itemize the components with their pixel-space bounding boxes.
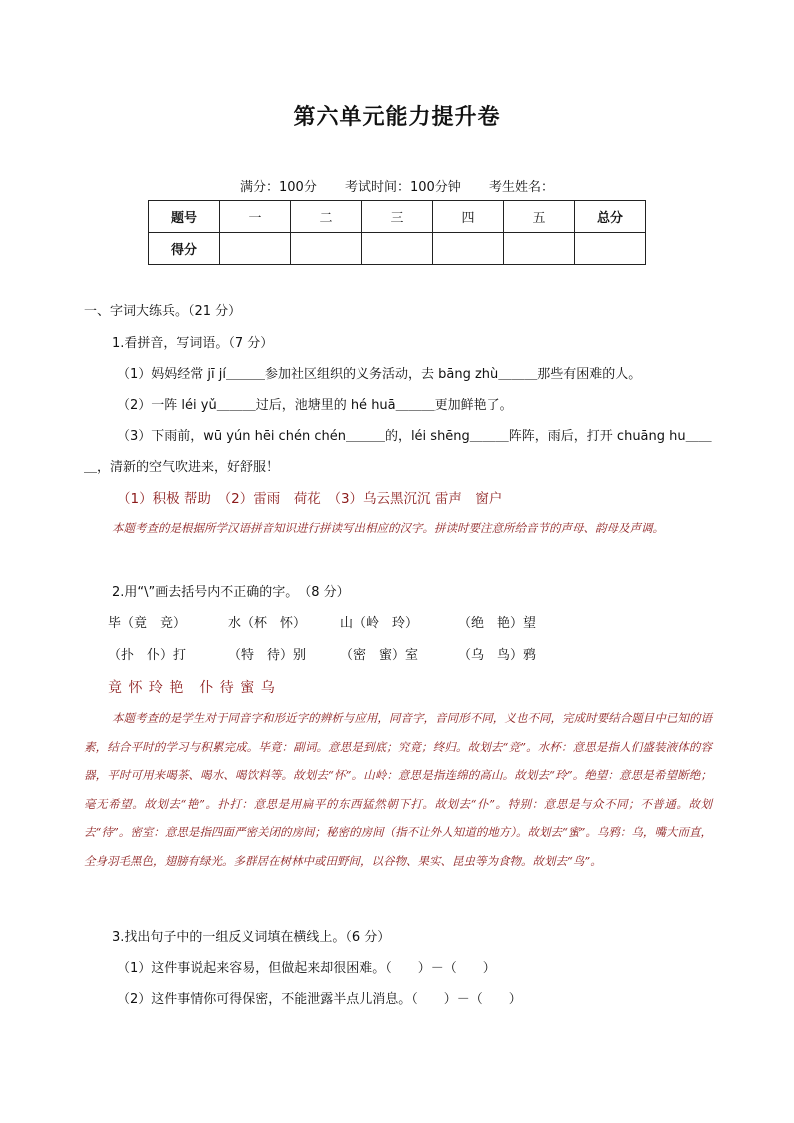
score-cell[interactable] bbox=[575, 233, 646, 265]
header-cell: 五 bbox=[504, 201, 575, 233]
choice-item[interactable]: 水（杯 怀） bbox=[228, 616, 307, 631]
header-cell: 总分 bbox=[575, 201, 646, 233]
header-cell: 四 bbox=[433, 201, 504, 233]
row-label: 得分 bbox=[149, 233, 220, 265]
choice-item[interactable]: （乌 鸟）鸦 bbox=[458, 648, 537, 663]
score-table-header bbox=[149, 201, 646, 233]
student-name-field[interactable]: 考生姓名： bbox=[488, 180, 554, 195]
choice-item[interactable]: （密 蜜）室 bbox=[340, 648, 419, 663]
question-line: （2）一阵 léi yǔ＿＿＿过后，池塘里的 hé huā＿＿＿更加鲜艳了。 bbox=[117, 398, 513, 413]
explanation-text: 本题考查的是根据所学汉语拼音知识进行拼读写出相应的汉字。拼读时要注意所给音节的声母、韵母及声调。 bbox=[112, 521, 664, 535]
question-title: 3.找出句子中的一组反义词填在横线上。（6 分） bbox=[112, 930, 391, 945]
question-line: （1）妈妈经常 jī jí＿＿＿参加社区组织的义务活动，去 bāng zhù＿＿＿那些有困难的人。 bbox=[117, 367, 642, 382]
page-title: 第六单元能力提升卷 bbox=[293, 104, 501, 130]
choice-item[interactable]: （绝 艳）望 bbox=[458, 616, 537, 631]
explanation-text: 本题考查的是学生对于同音字和形近字的辨析与应用，同音字，音同形不同，义也不同，完成时要结合题目中已知的语素，结合平时的学习与积累完成。毕竟：副词。意思是到底；究竟；终归。故划去“竞”。水杯：意思是指人们盛装液体的容器，平时可用来喝茶、喝水、喝饮料等。故划去“怀”。山岭：意思是指连绵的高山。故划去“玲”。绝望：意思是希望断绝；毫无希望。故划去“艳”。扑打：意思是用扁平的东西猛然朝下打。故划去“仆”。特别：意思是与众不同；不普通。故划去“待”。密室：意思是指四面严密关闭的房间；秘密的房间（指不让外人知道的地方）。故划去“蜜”。乌鸦：乌，嘴大而直，全身羽毛黑色，翅膀有绿光。多群居在树林中或田野间，以谷物、果实、昆虫等为食物。故划去“鸟”。 bbox=[84, 711, 712, 868]
choice-row bbox=[108, 647, 536, 665]
question-title: 2.用“\”画去括号内不正确的字。 （8 分） bbox=[112, 585, 350, 600]
exam-meta bbox=[0, 176, 794, 195]
header-cell: 题号 bbox=[149, 201, 220, 233]
score-table bbox=[148, 200, 646, 265]
question-line: ＿，清新的空气吹进来，好舒服！ bbox=[84, 460, 280, 475]
exam-time: 考试时间：100分钟 bbox=[344, 180, 461, 195]
header-cell: 二 bbox=[291, 201, 362, 233]
question-line: （2）这件事情你可得保密，不能泄露半点儿消息。（ ）－（ ） bbox=[117, 992, 522, 1007]
score-cell[interactable] bbox=[433, 233, 504, 265]
question-line: （3）下雨前，wū yún hēi chén chén＿＿＿的，léi shēng＿＿＿阵阵，雨后，打开 chuāng hu＿＿ bbox=[117, 429, 712, 444]
choice-item[interactable]: 山（岭 玲） bbox=[340, 616, 419, 631]
section-heading: 一、字词大练兵。（21 分） bbox=[84, 304, 242, 319]
choice-item[interactable]: （扑 仆）打 bbox=[108, 648, 187, 663]
score-table-row bbox=[149, 233, 646, 265]
choice-row bbox=[108, 615, 536, 633]
score-cell[interactable] bbox=[291, 233, 362, 265]
answer-text: 竟 怀 玲 艳 仆 待 蜜 乌 bbox=[108, 680, 276, 696]
score-cell[interactable] bbox=[504, 233, 575, 265]
question-title: 1.看拼音，写词语。（7 分） bbox=[112, 336, 274, 351]
score-cell[interactable] bbox=[362, 233, 433, 265]
choice-item[interactable]: 毕（竟 竞） bbox=[108, 616, 187, 631]
full-score: 满分：100分 bbox=[240, 180, 317, 195]
choice-item[interactable]: （特 待）别 bbox=[228, 648, 307, 663]
header-cell: 一 bbox=[220, 201, 291, 233]
score-cell[interactable] bbox=[220, 233, 291, 265]
header-cell: 三 bbox=[362, 201, 433, 233]
question-line: （1）这件事说起来容易，但做起来却很困难。（ ）－（ ） bbox=[117, 961, 496, 976]
answer-text: （1）积极 帮助 （2）雷雨 荷花 （3）乌云黑沉沉 雷声 窗户 bbox=[117, 491, 503, 507]
